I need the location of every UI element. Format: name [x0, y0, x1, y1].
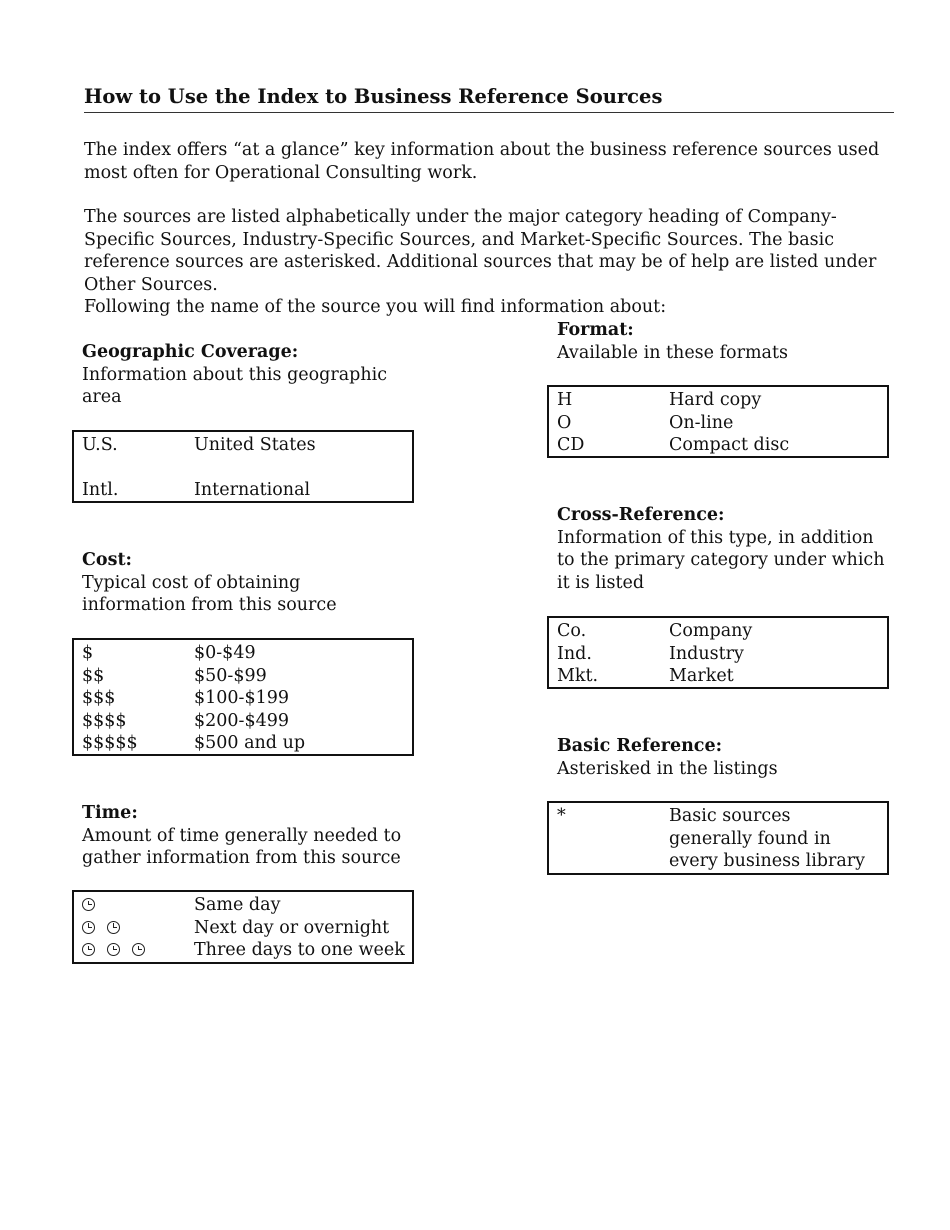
- legend-value: Hard copy: [669, 390, 762, 410]
- basic-reference-heading: Basic Reference:: [557, 736, 723, 756]
- legend-key: Co.: [557, 621, 587, 641]
- format-legend-box: [547, 385, 889, 458]
- basic-reference-legend-box: [547, 801, 889, 875]
- legend-key: $$: [82, 665, 105, 686]
- cross-reference-description: Information of this type, in addition to the primary category under which it is listed: [557, 527, 885, 593]
- legend-value: $50-$99: [194, 665, 267, 686]
- time-legend-box: [72, 890, 414, 964]
- legend-row: [557, 620, 887, 643]
- cost-legend-box: [72, 638, 414, 756]
- geographic-coverage-heading: Geographic Coverage:: [82, 342, 299, 362]
- legend-value: Company: [669, 621, 753, 641]
- legend-key: O: [557, 412, 572, 433]
- legend-row: [557, 805, 887, 873]
- legend-value: Basic sources generally found in every business library: [669, 806, 866, 871]
- clock-icon: [82, 921, 95, 934]
- legend-row: [82, 665, 412, 688]
- geographic-legend-box: [72, 430, 414, 503]
- clock-icon: [82, 943, 95, 956]
- legend-value: Same day: [194, 895, 281, 915]
- legend-value: $200-$499: [194, 710, 289, 731]
- time-heading: Time:: [82, 803, 138, 823]
- legend-value: $100-$199: [194, 688, 289, 708]
- legend-key: $$$$: [82, 710, 127, 731]
- legend-key: H: [557, 390, 573, 410]
- legend-row: [82, 642, 412, 665]
- legend-key: U.S.: [82, 435, 118, 455]
- intro-paragraph-2: The sources are listed alphabetically under the major category heading of Company-Specific Sources, Industry-Specific Sources, and Market-Specific Sources. The basic reference sources are asterisked. Additional sources that may be of help are listed under Other Sources.: [84, 207, 877, 295]
- cost-description: Typical cost of obtaining information from this source: [82, 572, 337, 615]
- cross-reference-legend-box: [547, 616, 889, 689]
- legend-value: Market: [669, 666, 734, 686]
- legend-key: $: [82, 643, 94, 663]
- legend-row: [82, 939, 412, 962]
- intro-paragraph-1: The index offers “at a glance” key information about the business reference sources used most often for Operational Consulting work.: [84, 140, 880, 183]
- time-key-clocks: [82, 917, 194, 940]
- legend-row: [82, 894, 412, 917]
- cost-section: [82, 549, 402, 617]
- legend-value: Next day or overnight: [194, 917, 390, 938]
- time-section: [82, 802, 402, 870]
- legend-value: Three days to one week: [194, 940, 405, 960]
- page-title: How to Use the Index to Business Reference Sources: [84, 85, 894, 113]
- intro-paragraph-3: Following the name of the source you will find information about:: [84, 297, 667, 317]
- legend-row: [82, 479, 412, 502]
- clock-icon: [107, 921, 120, 934]
- geographic-coverage-section: [82, 341, 392, 409]
- legend-row: [82, 434, 412, 457]
- format-heading: Format:: [557, 320, 634, 340]
- basic-reference-section: [557, 735, 887, 780]
- legend-key: CD: [557, 435, 585, 455]
- legend-row: [82, 710, 412, 733]
- legend-key: $$$: [82, 688, 116, 708]
- legend-row: [82, 917, 412, 940]
- legend-key: Intl.: [82, 479, 119, 500]
- legend-row: [82, 732, 412, 755]
- legend-row: [557, 434, 887, 457]
- legend-value: $500 and up: [194, 733, 306, 753]
- clock-icon: [107, 943, 120, 956]
- legend-value: On-line: [669, 412, 734, 433]
- cross-reference-section: [557, 504, 887, 594]
- legend-row: [557, 665, 887, 688]
- legend-value: United States: [194, 435, 316, 455]
- legend-value: Compact disc: [669, 435, 790, 455]
- format-section: [557, 319, 887, 364]
- time-key-clocks: [82, 939, 194, 962]
- legend-row: [82, 687, 412, 710]
- clock-icon: [82, 898, 95, 911]
- geographic-coverage-description: Information about this geographic area: [82, 364, 388, 407]
- clock-icon: [132, 943, 145, 956]
- legend-key: $$$$$: [82, 733, 138, 753]
- basic-reference-description: Asterisked in the listings: [557, 758, 778, 779]
- time-key-clocks: [82, 894, 194, 917]
- legend-row: [557, 412, 887, 435]
- legend-value: $0-$49: [194, 643, 256, 663]
- legend-key: Mkt.: [557, 666, 599, 686]
- format-description: Available in these formats: [557, 342, 789, 363]
- legend-row: [557, 389, 887, 412]
- legend-row: [557, 643, 887, 666]
- legend-key: Ind.: [557, 643, 592, 664]
- legend-value: International: [194, 479, 311, 500]
- cross-reference-heading: Cross-Reference:: [557, 505, 725, 525]
- legend-value: Industry: [669, 643, 744, 664]
- time-description: Amount of time generally needed to gather information from this source: [82, 825, 402, 868]
- cost-heading: Cost:: [82, 550, 132, 570]
- legend-key: *: [557, 806, 566, 826]
